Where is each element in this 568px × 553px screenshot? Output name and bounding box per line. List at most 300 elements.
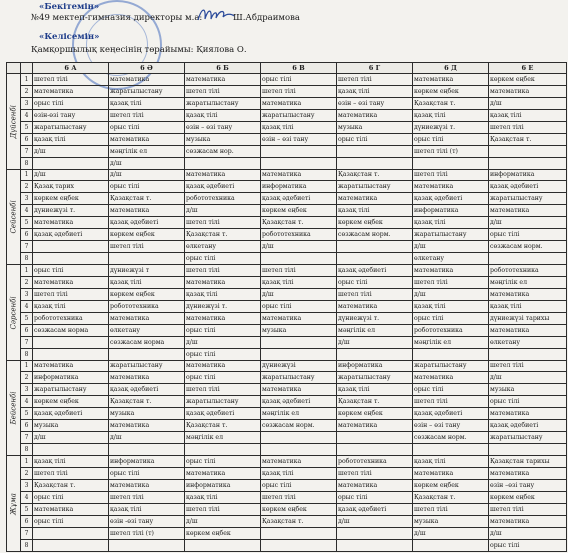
- table-row: [7, 109, 567, 121]
- lesson-cell: математика: [489, 467, 567, 479]
- lesson-cell: шетел тілі: [413, 396, 489, 408]
- lesson-cell: қазақ тілі: [413, 109, 489, 121]
- lesson-cell: математика: [33, 360, 109, 372]
- lesson-cell: д/ш: [261, 241, 337, 253]
- lesson-cell: д/ш: [489, 527, 567, 539]
- lesson-cell: қазақ тілі: [109, 276, 185, 288]
- lesson-cell: шетел тілі: [33, 467, 109, 479]
- lesson-cell: жаратылыстану: [261, 109, 337, 121]
- lesson-number: 1: [21, 360, 33, 372]
- lesson-cell: музыка: [489, 384, 567, 396]
- lesson-number: 1: [21, 169, 33, 181]
- table-row: [7, 276, 567, 288]
- lesson-cell: мәңгілік ел: [185, 432, 261, 444]
- lesson-cell: д/ш: [33, 145, 109, 157]
- lesson-cell: орыс тілі: [185, 456, 261, 468]
- lesson-cell: орыс тілі: [337, 276, 413, 288]
- lesson-cell: [413, 157, 489, 169]
- lesson-number: 3: [21, 479, 33, 491]
- lesson-number: 1: [21, 456, 33, 468]
- day-label: Бейсенбі: [7, 360, 21, 456]
- lesson-number: 5: [21, 408, 33, 420]
- lesson-cell: орыс тілі: [489, 539, 567, 551]
- lesson-cell: жаратылыстану: [489, 432, 567, 444]
- lesson-cell: музыка: [413, 515, 489, 527]
- lesson-cell: математика: [33, 85, 109, 97]
- lesson-cell: математика: [185, 467, 261, 479]
- lesson-cell: өзін – өзі тану: [185, 121, 261, 133]
- lesson-cell: сөзжасам норма: [109, 336, 185, 348]
- lesson-number: 6: [21, 420, 33, 432]
- lesson-cell: д/ш: [489, 97, 567, 109]
- lesson-cell: мәңгілік ел: [413, 336, 489, 348]
- class-header: 6 Е: [489, 63, 567, 74]
- table-row: [7, 74, 567, 86]
- lesson-cell: математика: [337, 479, 413, 491]
- lesson-cell: [261, 527, 337, 539]
- lesson-cell: жаратылыстану: [185, 396, 261, 408]
- lesson-cell: математика: [413, 372, 489, 384]
- lesson-cell: көркем еңбек: [261, 503, 337, 515]
- lesson-cell: көркем еңбек: [489, 74, 567, 86]
- lesson-cell: робототехника: [109, 300, 185, 312]
- lesson-cell: шетел тілі: [185, 384, 261, 396]
- lesson-cell: орыс тілі: [33, 97, 109, 109]
- lesson-number: 8: [21, 539, 33, 551]
- lesson-cell: шетел тілі: [489, 360, 567, 372]
- lesson-cell: орыс тілі: [109, 467, 185, 479]
- timetable-header-row: [7, 63, 567, 74]
- lesson-number: 3: [21, 288, 33, 300]
- lesson-cell: қазақ тілі: [489, 109, 567, 121]
- lesson-cell: музыка: [33, 420, 109, 432]
- table-row: [7, 444, 567, 456]
- lesson-cell: дүниежүзі тарихы: [489, 312, 567, 324]
- table-row: [7, 479, 567, 491]
- lesson-cell: [337, 348, 413, 360]
- lesson-cell: Қазақстан т.: [261, 515, 337, 527]
- lesson-cell: Қазақстан т.: [337, 169, 413, 181]
- class-header: 6 Б: [185, 63, 261, 74]
- lesson-cell: математика: [261, 384, 337, 396]
- lesson-cell: Қазақстан т.: [413, 97, 489, 109]
- lesson-cell: робототехника: [185, 193, 261, 205]
- lesson-cell: [185, 539, 261, 551]
- lesson-cell: қазақ тілі: [185, 491, 261, 503]
- lesson-cell: Қазақстан т.: [109, 396, 185, 408]
- lesson-cell: қазақ тілі: [413, 217, 489, 229]
- lesson-cell: математика: [261, 456, 337, 468]
- lesson-cell: мәңгілік ел: [109, 145, 185, 157]
- lesson-cell: шетел тілі: [33, 74, 109, 86]
- lesson-number: 4: [21, 300, 33, 312]
- lesson-cell: мәңгілік ел: [489, 276, 567, 288]
- table-row: [7, 121, 567, 133]
- lesson-cell: шетел тілі: [337, 288, 413, 300]
- lesson-cell: қазақ әдебиеті: [261, 396, 337, 408]
- table-row: [7, 515, 567, 527]
- lesson-cell: жаратылыстану: [185, 97, 261, 109]
- table-row: [7, 97, 567, 109]
- lesson-cell: сөзжасам норм.: [337, 229, 413, 241]
- lesson-cell: д/ш: [109, 169, 185, 181]
- lesson-cell: орыс тілі: [489, 396, 567, 408]
- lesson-cell: шетел тілі (т): [413, 145, 489, 157]
- lesson-cell: робототехника: [261, 229, 337, 241]
- lesson-cell: шетел тілі: [185, 217, 261, 229]
- lesson-cell: жаратылыстану: [337, 372, 413, 384]
- lesson-cell: д/ш: [337, 336, 413, 348]
- lesson-cell: [33, 348, 109, 360]
- lesson-cell: математика: [109, 420, 185, 432]
- lesson-cell: қазақ тілі: [261, 276, 337, 288]
- lesson-cell: [413, 444, 489, 456]
- lesson-cell: [489, 157, 567, 169]
- lesson-cell: математика: [185, 312, 261, 324]
- lesson-cell: орыс тілі: [337, 133, 413, 145]
- class-header: 6 В: [261, 63, 337, 74]
- lesson-cell: шетел тілі: [261, 491, 337, 503]
- lesson-number: 7: [21, 145, 33, 157]
- lesson-cell: [261, 539, 337, 551]
- lesson-cell: [261, 145, 337, 157]
- lesson-cell: [33, 444, 109, 456]
- lesson-cell: Қазақстан т.: [337, 396, 413, 408]
- table-row: [7, 372, 567, 384]
- table-row: [7, 408, 567, 420]
- lesson-cell: робототехника: [413, 324, 489, 336]
- day-label: Жұма: [7, 456, 21, 552]
- lesson-cell: орыс тілі: [413, 312, 489, 324]
- lesson-cell: орыс тілі: [489, 229, 567, 241]
- lesson-cell: математика: [261, 312, 337, 324]
- lesson-cell: мәңгілік ел: [337, 324, 413, 336]
- lesson-cell: дүниежүзі т.: [185, 300, 261, 312]
- lesson-cell: қазақ тілі: [33, 456, 109, 468]
- lesson-cell: математика: [185, 360, 261, 372]
- lesson-number: 2: [21, 181, 33, 193]
- lesson-cell: көркем еңбек: [109, 288, 185, 300]
- lesson-cell: робототехника: [489, 265, 567, 277]
- lesson-number: 7: [21, 241, 33, 253]
- lesson-cell: информатика: [413, 205, 489, 217]
- lesson-cell: орыс тілі: [185, 348, 261, 360]
- lesson-cell: қазақ тілі: [109, 503, 185, 515]
- lesson-cell: [33, 336, 109, 348]
- table-row: [7, 539, 567, 551]
- lesson-cell: жаратылыстану: [413, 360, 489, 372]
- lesson-number: 7: [21, 527, 33, 539]
- lesson-cell: математика: [185, 276, 261, 288]
- lesson-cell: д/ш: [489, 372, 567, 384]
- lesson-number: 7: [21, 432, 33, 444]
- day-label: Сейсенбі: [7, 169, 21, 265]
- lesson-cell: [337, 539, 413, 551]
- lesson-number: 3: [21, 384, 33, 396]
- lesson-cell: Қазақ тарих: [33, 181, 109, 193]
- lesson-number: 5: [21, 312, 33, 324]
- lesson-cell: шетел тілі: [185, 85, 261, 97]
- lesson-cell: дүниежүзі т.: [337, 312, 413, 324]
- timetable: [6, 62, 567, 552]
- table-row: [7, 241, 567, 253]
- lesson-cell: өзін -өзі тану: [109, 515, 185, 527]
- lesson-cell: шетел тілі: [109, 491, 185, 503]
- table-row: [7, 169, 567, 181]
- table-row: [7, 217, 567, 229]
- lesson-cell: қазақ әдебиеті: [337, 503, 413, 515]
- lesson-cell: математика: [185, 169, 261, 181]
- lesson-cell: математика: [337, 193, 413, 205]
- class-header: 6 А: [33, 63, 109, 74]
- lesson-cell: [185, 444, 261, 456]
- lesson-cell: Қазақстан т.: [489, 133, 567, 145]
- lesson-cell: Қазақстан т.: [33, 479, 109, 491]
- lesson-cell: математика: [109, 479, 185, 491]
- lesson-cell: орыс тілі: [413, 133, 489, 145]
- approve-director-name: Ш.Абдраимова: [233, 13, 300, 23]
- day-label: Дүйсенбі: [7, 74, 21, 170]
- lesson-cell: [413, 348, 489, 360]
- day-label: Сәрсенбі: [7, 265, 21, 361]
- lesson-cell: көркем еңбек: [261, 205, 337, 217]
- lesson-cell: өзін – өзі тану: [261, 133, 337, 145]
- lesson-cell: сөзжасам норм.: [261, 420, 337, 432]
- lesson-number: 7: [21, 336, 33, 348]
- lesson-cell: математика: [489, 288, 567, 300]
- lesson-cell: математика: [109, 312, 185, 324]
- lesson-cell: д/ш: [33, 432, 109, 444]
- lesson-cell: информатика: [185, 479, 261, 491]
- lesson-cell: информатика: [109, 456, 185, 468]
- lesson-cell: [33, 527, 109, 539]
- lesson-cell: көркем еңбек: [337, 217, 413, 229]
- lesson-cell: информатика: [489, 169, 567, 181]
- lesson-cell: математика: [33, 503, 109, 515]
- lesson-cell: музыка: [337, 121, 413, 133]
- lesson-cell: Қазақстан т.: [109, 193, 185, 205]
- table-row: [7, 193, 567, 205]
- lesson-cell: көркем еңбек: [33, 193, 109, 205]
- lesson-cell: информатика: [261, 181, 337, 193]
- lesson-cell: музыка: [185, 133, 261, 145]
- lesson-cell: қазақ тілі: [261, 121, 337, 133]
- lesson-cell: шетел тілі: [337, 467, 413, 479]
- lesson-cell: информатика: [33, 372, 109, 384]
- lesson-cell: жаратылыстану: [261, 372, 337, 384]
- class-header: 6 Г: [337, 63, 413, 74]
- signature-icon: [196, 5, 236, 25]
- lesson-cell: д/ш: [109, 432, 185, 444]
- lesson-number: 2: [21, 276, 33, 288]
- table-row: [7, 384, 567, 396]
- lesson-cell: дүниежүзі т.: [33, 205, 109, 217]
- lesson-cell: Қазақстан т.: [413, 491, 489, 503]
- lesson-cell: орыс тілі: [33, 265, 109, 277]
- lesson-cell: математика: [337, 300, 413, 312]
- lesson-cell: математика: [413, 265, 489, 277]
- lesson-cell: өзін – өзі тану: [337, 97, 413, 109]
- lesson-cell: математика: [489, 408, 567, 420]
- class-header: 6 Д: [413, 63, 489, 74]
- lesson-cell: шетел тілі: [337, 74, 413, 86]
- table-row: [7, 348, 567, 360]
- lesson-cell: қазақ тілі: [33, 300, 109, 312]
- lesson-number: 6: [21, 229, 33, 241]
- lesson-cell: Қазақстан тарихы: [489, 456, 567, 468]
- lesson-number: 5: [21, 121, 33, 133]
- lesson-cell: [337, 145, 413, 157]
- table-row: [7, 456, 567, 468]
- lesson-cell: информатика: [337, 360, 413, 372]
- lesson-number: 1: [21, 265, 33, 277]
- lesson-cell: сөзжасам норма: [33, 324, 109, 336]
- lesson-cell: шетел тілі: [261, 85, 337, 97]
- lesson-cell: д/ш: [413, 527, 489, 539]
- lesson-cell: қазақ тілі: [185, 109, 261, 121]
- table-row: [7, 312, 567, 324]
- class-header: 6 Ә: [109, 63, 185, 74]
- lesson-cell: шетел тілі: [489, 121, 567, 133]
- lesson-cell: [337, 527, 413, 539]
- lesson-cell: шетел тілі: [109, 241, 185, 253]
- lesson-cell: көркем еңбек: [33, 396, 109, 408]
- lesson-cell: робототехника: [337, 456, 413, 468]
- agree-council-line: Қамқоршылық кеңесінің төрайымы: Қиялова О.: [31, 45, 247, 55]
- lesson-cell: көркем еңбек: [489, 491, 567, 503]
- lesson-cell: [337, 253, 413, 265]
- lesson-cell: орыс тілі: [337, 491, 413, 503]
- lesson-number: 8: [21, 253, 33, 265]
- table-row: [7, 527, 567, 539]
- lesson-cell: [337, 241, 413, 253]
- table-row: [7, 85, 567, 97]
- lesson-cell: математика: [261, 97, 337, 109]
- lesson-cell: [109, 444, 185, 456]
- lesson-cell: қазақ тілі: [489, 300, 567, 312]
- lesson-cell: Қазақстан т.: [185, 229, 261, 241]
- lesson-number: 8: [21, 348, 33, 360]
- lesson-cell: мәңгілік ел: [261, 408, 337, 420]
- lesson-number: 8: [21, 444, 33, 456]
- lesson-cell: көркем еңбек: [109, 229, 185, 241]
- lesson-cell: қазақ әдебиеті: [33, 229, 109, 241]
- lesson-cell: шетел тілі: [109, 109, 185, 121]
- lesson-cell: [261, 348, 337, 360]
- table-row: [7, 420, 567, 432]
- lesson-cell: математика: [337, 109, 413, 121]
- lesson-cell: [33, 253, 109, 265]
- lesson-cell: д/ш: [109, 157, 185, 169]
- lesson-cell: д/ш: [185, 336, 261, 348]
- lesson-cell: математика: [413, 74, 489, 86]
- lesson-cell: [413, 539, 489, 551]
- lesson-cell: шетел тілі (т): [109, 527, 185, 539]
- lesson-cell: шетел тілі: [489, 503, 567, 515]
- table-row: [7, 265, 567, 277]
- lesson-cell: жаратылыстану: [489, 193, 567, 205]
- lesson-cell: көркем еңбек: [337, 408, 413, 420]
- lesson-cell: математика: [109, 372, 185, 384]
- lesson-cell: орыс тілі: [261, 74, 337, 86]
- lesson-cell: Қазақстан т.: [185, 420, 261, 432]
- header-blank: [7, 63, 21, 74]
- lesson-cell: сөзжасам норм.: [413, 432, 489, 444]
- table-row: [7, 360, 567, 372]
- lesson-cell: қазақ әдебиеті: [185, 181, 261, 193]
- lesson-cell: [33, 539, 109, 551]
- lesson-cell: робототехника: [33, 312, 109, 324]
- lesson-cell: өлкетану: [489, 336, 567, 348]
- lesson-number: 3: [21, 97, 33, 109]
- approve-title: «Бекітемін»: [39, 2, 100, 12]
- lesson-cell: [489, 253, 567, 265]
- lesson-number: 4: [21, 205, 33, 217]
- lesson-number: 2: [21, 372, 33, 384]
- lesson-cell: қазақ әдебиеті: [337, 265, 413, 277]
- lesson-cell: жаратылыстану: [33, 384, 109, 396]
- lesson-cell: д/ш: [33, 169, 109, 181]
- lesson-cell: сөзжасам нор.: [185, 145, 261, 157]
- lesson-cell: математика: [413, 181, 489, 193]
- lesson-cell: қазақ тілі: [109, 97, 185, 109]
- lesson-cell: математика: [109, 133, 185, 145]
- lesson-cell: көркем еңбек: [413, 85, 489, 97]
- lesson-cell: қазақ әдебиеті: [109, 384, 185, 396]
- lesson-cell: қазақ әдебиеті: [33, 408, 109, 420]
- lesson-cell: [489, 145, 567, 157]
- lesson-cell: өзін – өзі тану: [413, 420, 489, 432]
- lesson-cell: дүниежүзі т.: [413, 121, 489, 133]
- lesson-cell: орыс тілі: [413, 384, 489, 396]
- lesson-cell: [33, 241, 109, 253]
- lesson-cell: д/ш: [185, 515, 261, 527]
- lesson-cell: математика: [109, 205, 185, 217]
- lesson-cell: көркем еңбек: [413, 479, 489, 491]
- table-row: [7, 396, 567, 408]
- lesson-cell: [109, 348, 185, 360]
- lesson-number: 6: [21, 324, 33, 336]
- lesson-number: 6: [21, 133, 33, 145]
- lesson-cell: жаратылыстану: [413, 229, 489, 241]
- lesson-cell: д/ш: [489, 217, 567, 229]
- lesson-cell: [261, 444, 337, 456]
- lesson-cell: математика: [109, 74, 185, 86]
- lesson-cell: [261, 253, 337, 265]
- lesson-cell: қазақ әдебиеті: [413, 408, 489, 420]
- approve-director-line: №49 мектеп-гимназия директоры м.а:: [31, 13, 203, 23]
- lesson-cell: [109, 253, 185, 265]
- lesson-cell: д/ш: [337, 515, 413, 527]
- lesson-cell: [261, 336, 337, 348]
- lesson-cell: қазақ әдебиеті: [185, 408, 261, 420]
- lesson-cell: шетел тілі: [413, 169, 489, 181]
- lesson-cell: дүниежүзі: [261, 360, 337, 372]
- lesson-cell: қазақ әдебиеті: [489, 420, 567, 432]
- lesson-cell: қазақ әдебиеті: [413, 193, 489, 205]
- lesson-cell: математика: [33, 276, 109, 288]
- table-row: [7, 300, 567, 312]
- lesson-cell: орыс тілі: [185, 324, 261, 336]
- lesson-number: 2: [21, 467, 33, 479]
- lesson-cell: [33, 157, 109, 169]
- lesson-cell: [261, 432, 337, 444]
- lesson-cell: қазақ тілі: [337, 205, 413, 217]
- lesson-cell: жаратылыстану: [109, 85, 185, 97]
- lesson-cell: д/ш: [261, 288, 337, 300]
- lesson-cell: қазақ тілі: [337, 384, 413, 396]
- lesson-cell: өлкетану: [185, 241, 261, 253]
